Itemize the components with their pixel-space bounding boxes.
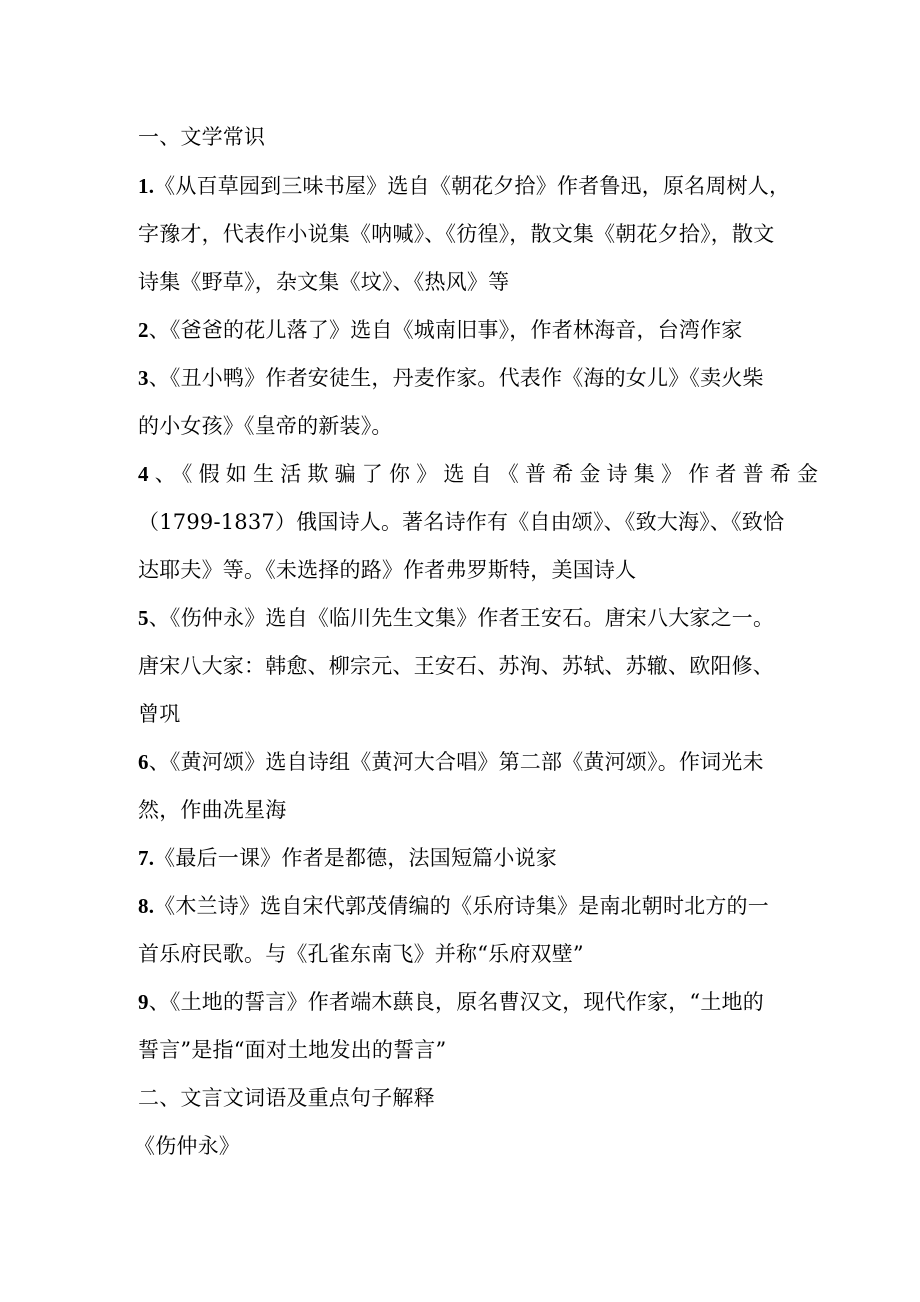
item-number: 3 [138,366,149,390]
list-item-4-line-3: 达耶夫》等。《未选择的路》作者弗罗斯特，美国诗人 [138,558,637,582]
item-number: 9 [138,990,149,1014]
item-text: 《从百草园到三味书屋》选自《朝花夕拾》作者鲁迅，原名周树人， [154,174,791,198]
section-heading-literary-knowledge: 一、文学常识 [138,125,266,149]
list-item-9-line-2: 誓言”是指“面对土地发出的誓言” [138,1038,447,1062]
list-item-1-line-1 [138,172,791,200]
item-number: 6 [138,750,149,774]
item-text: 、《黄河颂》选自诗组《黄河大合唱》第二部《黄河颂》。作词光未 [148,750,764,774]
item-text: 、《爸爸的花儿落了》选自《城南旧事》，作者林海音，台湾作家 [148,318,743,342]
list-item-5-line-3: 曾巩 [138,702,181,726]
list-item-8-line-2: 首乐府民歌。与《孔雀东南飞》并称“乐府双壁” [138,942,584,966]
list-item-5-line-1 [138,604,788,632]
item-number: 4 [138,462,155,486]
list-item-5-line-2: 唐宋八大家：韩愈、柳宗元、王安石、苏洵、苏轼、苏辙、欧阳修、 [138,654,774,678]
list-item-8-line-1 [138,892,788,920]
item-text: 、《丑小鸭》作者安徒生，丹麦作家。代表作《海的女儿》《卖火柴 [148,366,764,390]
item-text: 《木兰诗》选自宋代郭茂倩编的《乐府诗集》是南北朝时北方的一 [154,894,769,918]
section-heading-classical-chinese: 二、文言文词语及重点句子解释 [138,1086,435,1110]
item-text: 《最后一课》作者是都德，法国短篇小说家 [154,846,557,870]
list-item-7-line-1 [138,844,788,872]
sub-heading-shang-zhong-yong: 《伤仲永》 [134,1134,240,1158]
item-number: 5 [138,606,149,630]
list-item-4-line-2: （1799-1837）俄国诗人。著名诗作有《自由颂》、《致大海》、《致恰 [138,510,785,534]
item-number: 7. [138,846,155,870]
list-item-1-line-3: 诗集《野草》，杂文集《坟》、《热风》等 [138,270,510,294]
list-item-3-line-2: 的小女孩》《皇帝的新装》。 [138,414,393,438]
item-text: 、《假如生活欺骗了你》选自《普希金诗集》作者普希金 [154,462,825,486]
list-item-1-line-2: 字豫才，代表作小说集《呐喊》、《彷徨》，散文集《朝花夕拾》，散文 [138,222,775,246]
item-number: 8. [138,894,155,918]
list-item-2-line-1 [138,316,788,344]
list-item-9-line-1 [138,988,788,1016]
item-text: 、《伤仲永》选自《临川先生文集》作者王安石。唐宋八大家之一。 [148,606,775,630]
list-item-4-line-1 [138,460,825,488]
list-item-6-line-1 [138,748,788,776]
item-number: 1. [138,174,155,198]
list-item-6-line-2: 然，作曲冼星海 [138,798,287,822]
list-item-3-line-1 [138,364,788,392]
item-text: 、《土地的誓言》作者端木蕻良，原名曹汉文，现代作家，“土地的 [148,990,764,1014]
item-number: 2 [138,318,149,342]
